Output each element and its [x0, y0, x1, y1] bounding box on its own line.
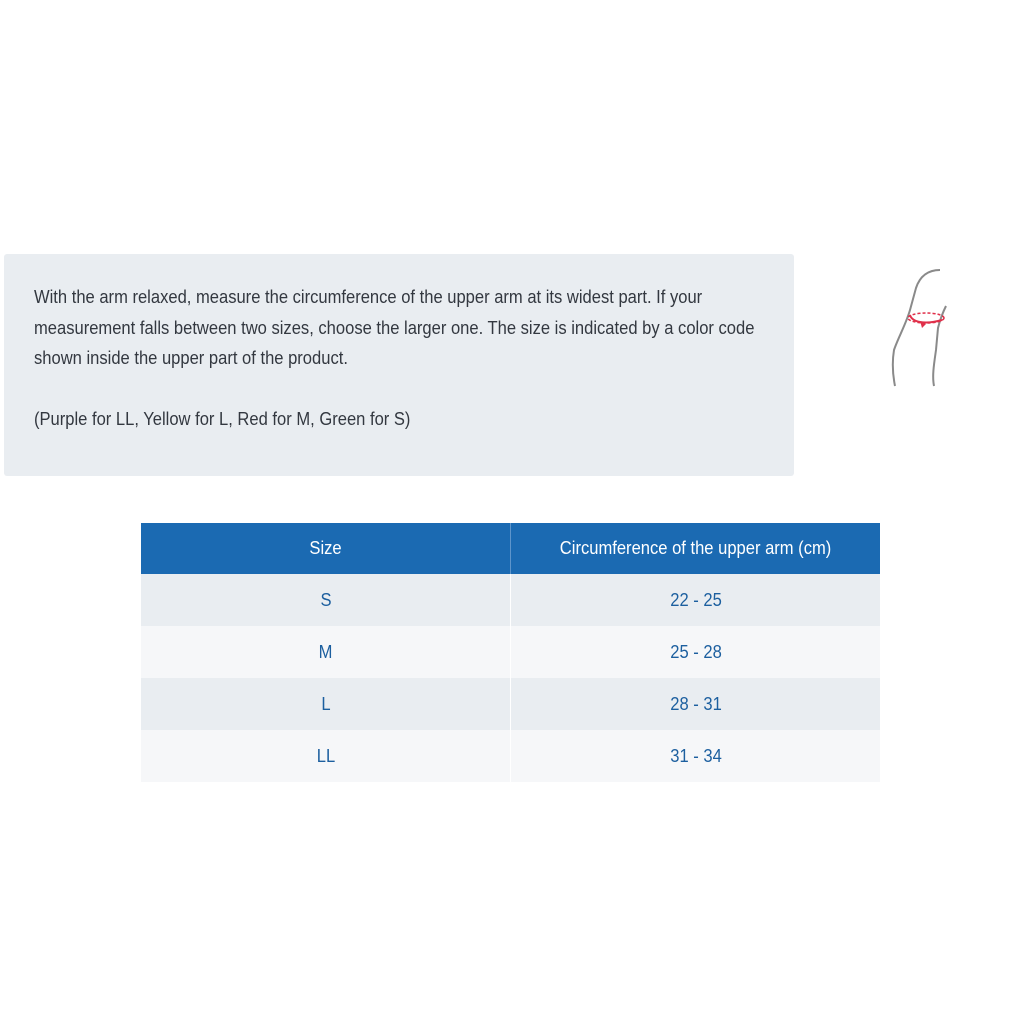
size-column-header: Size — [141, 523, 511, 574]
measurement-instructions-box — [4, 254, 794, 476]
size-cell: L — [141, 678, 511, 730]
circumference-cell: 28 - 31 — [511, 678, 880, 730]
table-row — [141, 730, 880, 782]
circumference-column-header: Circumference of the upper arm (cm) — [511, 523, 880, 574]
circumference-cell: 25 - 28 — [511, 626, 880, 678]
size-cell: M — [141, 626, 511, 678]
table-header-row — [141, 523, 880, 574]
color-code-note: (Purple for LL, Yellow for L, Red for M, Green for S) — [34, 408, 411, 429]
table-row — [141, 574, 880, 626]
circumference-cell: 22 - 25 — [511, 574, 880, 626]
table-row — [141, 626, 880, 678]
size-cell: LL — [141, 730, 511, 782]
measurement-instructions-text: With the arm relaxed, measure the circumference of the upper arm at its widest part. If your measurement falls between two sizes, choose the larger one. The size is indicated by a color code shown inside the upper part of the product. — [34, 287, 755, 368]
table-row — [141, 678, 880, 730]
upper-arm-measurement-icon — [884, 266, 958, 390]
circumference-cell: 31 - 34 — [511, 730, 880, 782]
size-chart-table — [141, 523, 880, 782]
size-cell: S — [141, 574, 511, 626]
